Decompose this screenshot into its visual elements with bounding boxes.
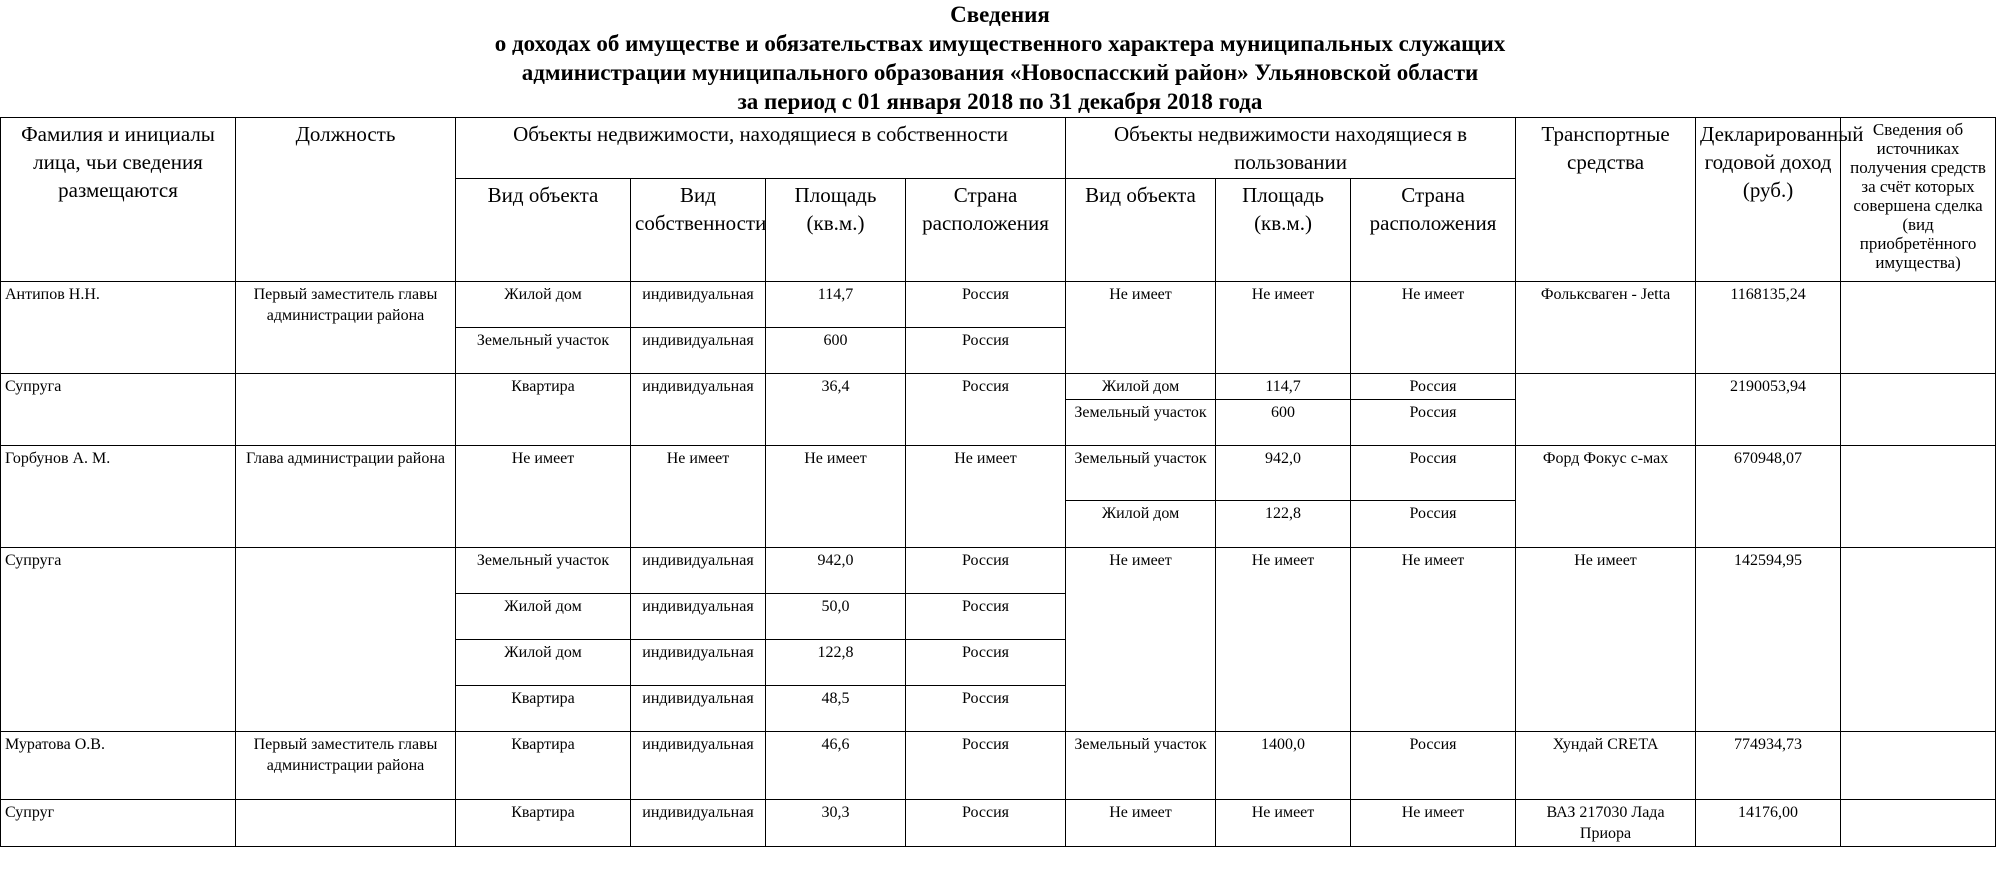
declared-income: 670948,07 [1696,446,1841,548]
owned-country: Россия [906,374,1066,446]
owned-country: Россия [906,732,1066,800]
col-income: Декларированный годовой доход (руб.) [1696,118,1841,282]
owned-area: 600 [766,328,906,374]
person-name: Супруга [1,374,236,446]
owned-area: 114,7 [766,282,906,328]
owned-area: 36,4 [766,374,906,446]
transport: ВАЗ 217030 Лада Приора [1516,800,1696,847]
owned-object-type: Жилой дом [456,594,631,640]
table-row [1,374,1996,400]
owned-object-type: Квартира [456,800,631,847]
heading-line-1: Сведения [950,2,1050,27]
col-used-group: Объекты недвижимости находящиеся в пользовании [1066,118,1516,179]
owned-object-type: Жилой дом [456,282,631,328]
document-heading [0,0,2000,116]
owned-ownership-type: индивидуальная [631,328,766,374]
transport: Хундай CRETA [1516,732,1696,800]
used-country: Не имеет [1351,548,1516,732]
person-position: Первый заместитель главы администрации района [236,282,456,374]
used-country: Не имеет [1351,800,1516,847]
owned-object-type: Земельный участок [456,548,631,594]
owned-ownership-type: индивидуальная [631,282,766,328]
used-country: Не имеет [1351,282,1516,374]
owned-area: 48,5 [766,686,906,732]
income-sources [1841,732,1996,800]
col-used-obj-type: Вид объекта [1066,179,1216,282]
owned-area: 122,8 [766,640,906,686]
income-sources [1841,282,1996,374]
owned-ownership-type: Не имеет [631,446,766,548]
owned-country: Россия [906,594,1066,640]
heading-line-2: о доходах об имуществе и обязательствах имущественного характера муниципальных служащих [494,31,1506,56]
person-position [236,374,456,446]
owned-country: Россия [906,686,1066,732]
used-country: Россия [1351,732,1516,800]
used-country: Россия [1351,374,1516,400]
owned-ownership-type: индивидуальная [631,594,766,640]
declared-income: 14176,00 [1696,800,1841,847]
used-object-type: Не имеет [1066,548,1216,732]
owned-object-type: Не имеет [456,446,631,548]
used-area: 114,7 [1216,374,1351,400]
used-country: Россия [1351,501,1516,548]
used-area: Не имеет [1216,548,1351,732]
table-row [1,446,1996,501]
declared-income: 1168135,24 [1696,282,1841,374]
person-position [236,548,456,732]
person-name: Горбунов А. М. [1,446,236,548]
table-row [1,282,1996,328]
col-obj-type: Вид объекта [456,179,631,282]
owned-ownership-type: индивидуальная [631,732,766,800]
owned-object-type: Квартира [456,374,631,446]
owned-ownership-type: индивидуальная [631,686,766,732]
declared-income: 774934,73 [1696,732,1841,800]
owned-object-type: Квартира [456,686,631,732]
used-area: 600 [1216,400,1351,446]
declared-income: 2190053,94 [1696,374,1841,446]
col-position: Должность [236,118,456,282]
used-country: Россия [1351,400,1516,446]
col-ownership-type: Вид собственности [631,179,766,282]
person-name: Супруга [1,548,236,732]
owned-object-type: Жилой дом [456,640,631,686]
used-area: 1400,0 [1216,732,1351,800]
used-area: 122,8 [1216,501,1351,548]
owned-object-type: Земельный участок [456,328,631,374]
table-header [1,118,1996,282]
person-position: Первый заместитель главы администрации района [236,732,456,800]
col-area: Площадь (кв.м.) [766,179,906,282]
used-object-type: Земельный участок [1066,446,1216,501]
owned-country: Россия [906,640,1066,686]
used-object-type: Жилой дом [1066,501,1216,548]
owned-ownership-type: индивидуальная [631,800,766,847]
col-transport: Транспортные средства [1516,118,1696,282]
person-name: Муратова О.В. [1,732,236,800]
col-used-country: Страна расположения [1351,179,1516,282]
table-row [1,800,1996,847]
owned-country: Россия [906,800,1066,847]
income-sources [1841,548,1996,732]
used-area: Не имеет [1216,800,1351,847]
person-position: Глава администрации района [236,446,456,548]
declarations-table [0,117,1996,847]
col-sources: Сведения об источниках получения средств за счёт которых совершена сделка (вид приобретённого имущества) [1841,118,1996,282]
used-object-type: Земельный участок [1066,732,1216,800]
table-row [1,548,1996,594]
owned-ownership-type: индивидуальная [631,640,766,686]
heading-line-4: за период с 01 января 2018 по 31 декабря 2018 года [737,89,1263,114]
owned-country: Не имеет [906,446,1066,548]
transport: Не имеет [1516,548,1696,732]
person-position [236,800,456,847]
owned-ownership-type: индивидуальная [631,374,766,446]
col-name: Фамилия и инициалы лица, чьи сведения размещаются [1,118,236,282]
used-object-type: Земельный участок [1066,400,1216,446]
income-sources [1841,446,1996,548]
used-area: 942,0 [1216,446,1351,501]
transport: Форд Фокус с-мах [1516,446,1696,548]
person-name: Супруг [1,800,236,847]
used-area: Не имеет [1216,282,1351,374]
transport: Фольксваген - Jetta [1516,282,1696,374]
heading-line-3: администрации муниципального образования «Новоспасский район» Ульяновской области [521,60,1479,85]
owned-object-type: Квартира [456,732,631,800]
income-sources [1841,800,1996,847]
owned-country: Россия [906,328,1066,374]
person-name: Антипов Н.Н. [1,282,236,374]
used-country: Россия [1351,446,1516,501]
owned-country: Россия [906,282,1066,328]
income-sources [1841,374,1996,446]
col-country: Страна расположения [906,179,1066,282]
owned-ownership-type: индивидуальная [631,548,766,594]
owned-area: 46,6 [766,732,906,800]
declared-income: 142594,95 [1696,548,1841,732]
owned-area: 30,3 [766,800,906,847]
transport [1516,374,1696,446]
col-owned-group: Объекты недвижимости, находящиеся в собственности [456,118,1066,179]
owned-area: 50,0 [766,594,906,640]
used-object-type: Жилой дом [1066,374,1216,400]
owned-area: Не имеет [766,446,906,548]
table-body [1,282,1996,847]
used-object-type: Не имеет [1066,282,1216,374]
col-used-area: Площадь (кв.м.) [1216,179,1351,282]
table-row [1,732,1996,800]
owned-country: Россия [906,548,1066,594]
used-object-type: Не имеет [1066,800,1216,847]
owned-area: 942,0 [766,548,906,594]
